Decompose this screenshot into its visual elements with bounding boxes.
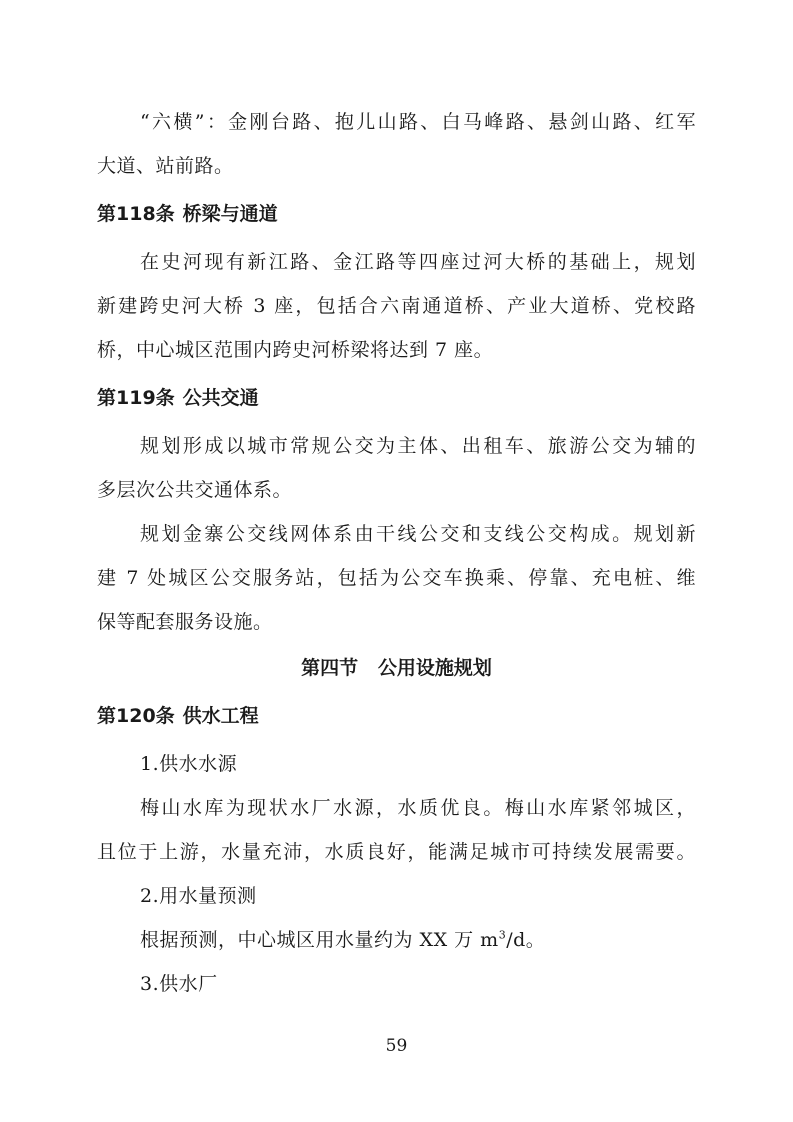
article-119-heading xyxy=(97,386,259,410)
text-line: 桥，中心城区范围内跨史河桥梁将达到 7 座。 xyxy=(97,339,494,361)
text-line: 多层次公共交通体系。 xyxy=(97,479,293,501)
article-number: 第119条 xyxy=(97,387,175,409)
text-line: 大道、站前路。 xyxy=(97,155,234,177)
article-number: 第118条 xyxy=(97,203,175,225)
text-line: 保等配套服务设施。 xyxy=(97,611,273,633)
text-line: 新建跨史河大桥 3 座，包括合六南通道桥、产业大道桥、党校路 xyxy=(97,295,696,317)
text-line: 建 7 处城区公交服务站，包括为公交车换乘、停靠、充电桩、维 xyxy=(97,567,696,589)
text-line: 在史河现有新江路、金江路等四座过河大桥的基础上，规划 xyxy=(140,251,696,273)
article-118-heading xyxy=(97,202,278,226)
page-number: 59 xyxy=(385,1036,408,1056)
article-title: 供水工程 xyxy=(182,705,259,727)
article-title: 公共交通 xyxy=(182,387,259,409)
subsection-label: 2.用水量预测 xyxy=(140,885,257,907)
superscript: 3 xyxy=(498,928,507,942)
text-line xyxy=(140,928,545,952)
text-line: 梅山水库为现状水厂水源，水质优良。梅山水库紧邻城区， xyxy=(140,797,696,819)
article-number: 第120条 xyxy=(97,705,175,727)
section-title: 第四节 公用设施规划 xyxy=(301,657,492,679)
text-segment: /d。 xyxy=(506,929,546,951)
subsection-label: 1.供水水源 xyxy=(140,753,238,775)
text-line: 规划金寨公交线网体系由干线公交和支线公交构成。规划新 xyxy=(140,523,696,545)
text-line: 规划形成以城市常规公交为主体、出租车、旅游公交为辅的 xyxy=(140,435,696,457)
article-title: 桥梁与通道 xyxy=(182,203,278,225)
subsection-label: 3.供水厂 xyxy=(140,973,218,995)
article-120-heading xyxy=(97,704,259,728)
text-segment: 根据预测，中心城区用水量约为 XX 万 m xyxy=(140,929,499,951)
text-line: 且位于上游，水量充沛，水质良好，能满足城市可持续发展需要。 xyxy=(97,841,696,863)
text-line: “六横”：金刚台路、抱儿山路、白马峰路、悬剑山路、红军 xyxy=(140,111,696,133)
